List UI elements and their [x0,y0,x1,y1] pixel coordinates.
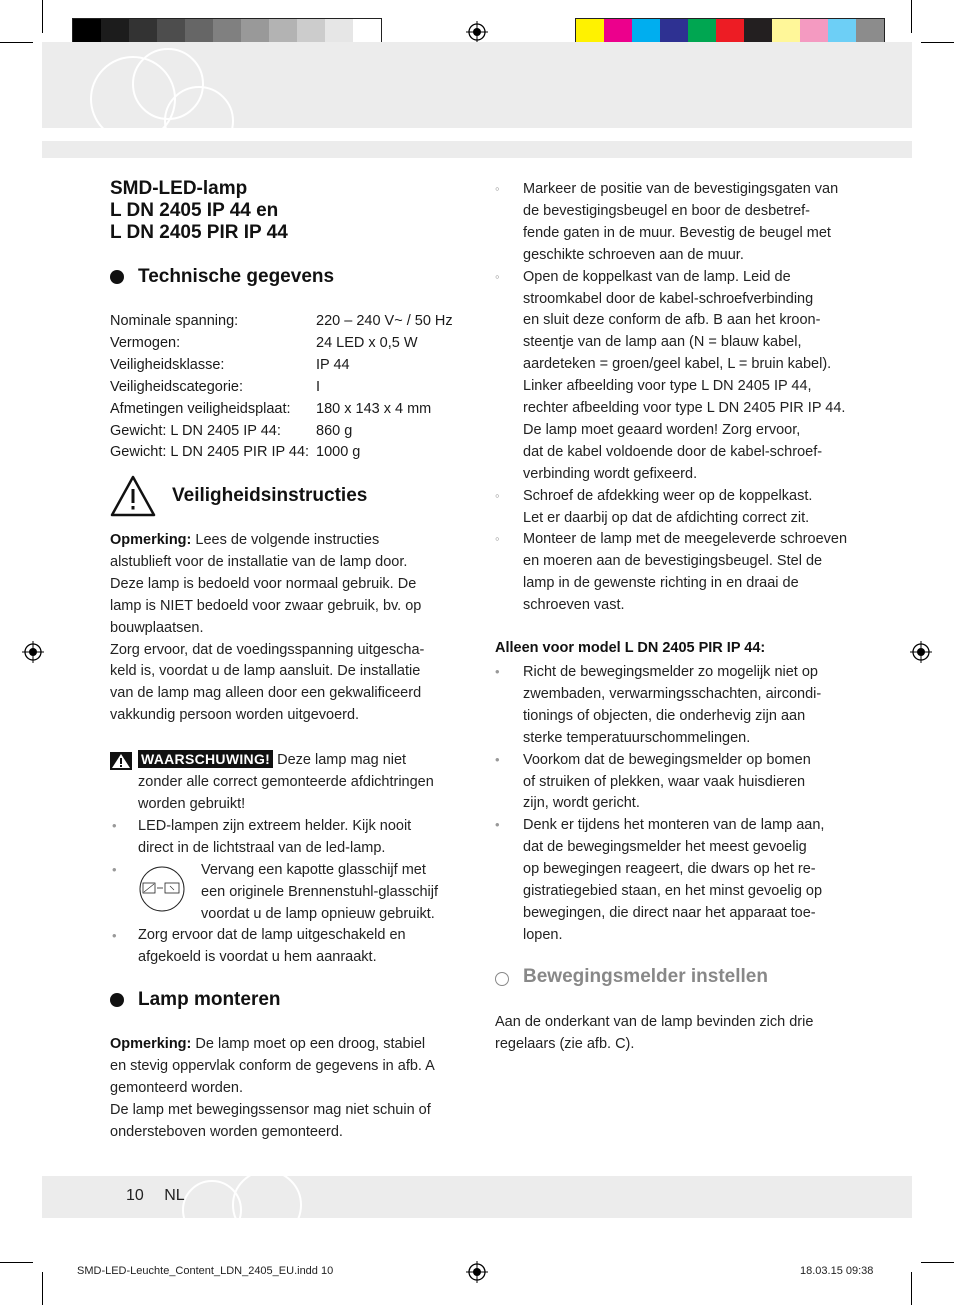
crop-mark [42,0,43,33]
footer-filename: SMD-LED-Leuchte_Content_LDN_2405_EU.indd 10 [77,1265,334,1277]
text-line: geschikte schroeven aan de muur. [523,246,744,263]
bullet-icon: • [495,751,500,767]
text-line: vakkundig persoon worden uitgevoerd. [110,707,360,724]
list-item [138,925,406,969]
text-line: Lees de volgende instructies [191,532,380,548]
text-line: Denk er tijdens het monteren van de lamp aan, [523,817,825,834]
note-label: Opmerking: [110,1036,192,1052]
mount-heading: Lamp monteren [138,989,281,1010]
header-band [42,42,912,128]
list-item [523,750,853,816]
text-line: De lamp moet op een droog, stabiel [191,1036,426,1052]
text-line: fende gaten in de muur. Bevestig de beugel met [523,224,831,241]
crop-mark [42,1272,43,1305]
crop-mark [921,1262,954,1263]
bullet-icon: • [495,817,500,833]
text-line: Aan de onderkant van de lamp bevinden zich drie [495,1014,814,1030]
spec-value: 180 x 143 x 4 mm [316,400,432,417]
list-item [523,486,853,530]
list-item [523,815,853,946]
text-line: voordat u de lamp opnieuw gebruikt. [201,905,435,922]
spec-label: Afmetingen veiligheidsplaat: [110,400,291,417]
text-line: of struiken of plekken, waar vaak huisdieren [523,773,806,790]
text-line: zwembaden, verwarmingsschachten, aircondi- [523,685,822,702]
crop-mark [921,42,954,43]
text-line: dat de bewegingsmelder het meest gevoelig [523,839,807,856]
text-line: de bevestigingsbeugel en boor de desbetref- [523,202,810,219]
header-strip [42,141,912,158]
text-line: De lamp met bewegingssensor mag niet schuin of [110,1101,431,1118]
page-number [126,1187,185,1205]
warning-badge: WAARSCHUWING! [138,750,273,768]
title-line: SMD-LED-lamp [110,178,248,199]
text-line: Monteer de lamp met de meegeleverde schroeven [523,531,848,548]
registration-mark-icon [466,21,488,43]
text-line: Markeer de positie van de bevestigingsgaten van [523,181,839,197]
text-line: zijn, wordt gericht. [523,795,640,812]
text-line: verbinding wordt gefixeerd. [523,465,698,482]
spec-value: I [316,378,321,395]
bullet-icon: ◦ [495,268,500,284]
text-line: Deze lamp is bedoeld voor normaal gebruik. De [110,575,417,592]
bullet-icon: • [112,818,117,833]
text-line: zonder alle correct gemonteerde afdichtringen [138,773,434,790]
text-line: LED-lampen zijn extreem helder. Kijk nooit [138,818,412,834]
spec-row [110,355,350,377]
section-ring-icon [495,972,509,986]
document-title [110,178,288,244]
spec-label: Gewicht: L DN 2405 IP 44: [110,422,281,439]
text-line: op bewegingen reageert, die dwars op het re- [523,861,816,878]
spec-row [110,421,352,443]
text-line: steentje van de lamp aan (N = blauw kabel, [523,334,802,351]
spec-value: 1000 g [316,444,361,461]
list-item [201,860,438,926]
title-line: L DN 2405 PIR IP 44 [110,222,288,243]
text-line: keld is, voordat u de lamp aansluit. De installatie [110,663,421,680]
text-line: Let er daarbij op dat de afdichting correct zit. [523,509,810,526]
glass-replacement-icon [137,866,187,912]
spec-row [110,311,453,333]
text-line: rechter afbeelding voor type L DN 2405 PIR IP 44. [523,400,846,417]
section-bullet-icon [110,270,124,284]
spec-value: IP 44 [316,356,350,373]
text-line: stroomkabel door de kabel-schroefverbinding [523,290,814,307]
safety-heading: Veiligheidsinstructies [172,485,368,506]
spec-label: Veiligheidscategorie: [110,378,244,395]
text-line: Voorkom dat de bewegingsmelder op bomen [523,751,811,768]
pir-heading [495,638,765,660]
list-item [523,179,853,267]
text-line: afgekoeld is voordat u hem aanraakt. [138,948,377,965]
list-item [523,529,853,617]
bullet-icon: ◦ [495,181,500,196]
motion-heading: Bewegingsmelder instellen [523,966,768,987]
footer-timestamp: 18.03.15 09:38 [800,1265,874,1277]
list-item [523,662,853,750]
text-line: en moeren aan de bevestigingsbeugel. Stel de [523,553,823,570]
text-line: De lamp moet geaard worden! Zorg ervoor, [523,421,801,438]
text-line: sterke temperatuurschommelingen. [523,729,751,746]
text-line: Schroef de afdekking weer op de koppelkast. [523,487,813,504]
spec-label: Nominale spanning: [110,313,239,329]
spec-row [110,442,360,464]
spec-value: 220 – 240 V~ / 50 Hz [316,313,453,329]
bullet-icon: ◦ [495,487,500,503]
registration-mark-icon [910,641,932,663]
crop-mark [911,1272,912,1305]
text-line: en sluit deze conform de afb. B aan het kroon- [523,312,821,329]
text-line: lamp in de gewenste richting in en draai de [523,575,799,592]
crop-mark [911,0,912,33]
text-line: aardeteken = groen/geel kabel, L = bruin kabel). [523,356,832,373]
list-item [138,816,411,860]
text-line: bouwplaatsen. [110,619,204,636]
text-line: gistratiegebied staan, en het minst gevoelig op [523,883,823,900]
safety-note [110,530,460,727]
text-line: worden gebruikt! [138,795,246,812]
crop-mark [0,1262,33,1263]
spec-row [110,377,320,399]
bullet-icon: • [495,664,500,679]
spec-value: 860 g [316,422,353,439]
text-line: alstublieft voor de installatie van de lamp door. [110,553,408,570]
spec-row [110,399,431,421]
tech-heading: Technische gegevens [138,266,335,287]
text-line: Richt de bewegingsmelder zo mogelijk niet op [523,664,818,680]
spec-label: Vermogen: [110,334,181,351]
note-label: Opmerking: [110,532,192,548]
text-line: van de lamp mag alleen door een gekwalificeerd [110,685,422,702]
text-line: ondersteboven worden gemonteerd. [110,1123,343,1140]
text-line: Linker afbeelding voor type L DN 2405 IP 44, [523,378,812,395]
warning-triangle-icon [110,474,156,518]
text-line: Deze lamp mag niet [273,752,407,768]
section-bullet-icon [110,993,124,1007]
list-item [523,267,853,486]
spec-label: Veiligheidsklasse: [110,356,225,373]
bullet-icon: ◦ [495,531,500,547]
title-line: L DN 2405 IP 44 en [110,200,279,221]
text-line: bewegingen, die direct naar het apparaat toe- [523,904,816,921]
text-line: lopen. [523,926,563,943]
bullet-icon: • [112,928,117,943]
decorative-circle [232,1170,302,1240]
mount-note [110,1034,470,1144]
text-line: Open de koppelkast van de lamp. Leid de [523,268,791,285]
text-line: lamp is NIET bedoeld voor zwaar gebruik, bv. op [110,597,422,614]
spec-row [110,333,418,355]
text-line: Zorg ervoor, dat de voedingsspanning uitgescha- [110,641,425,658]
registration-mark-icon [466,1261,488,1283]
text-line: regelaars (zie afb. C). [495,1035,635,1052]
text-line: en stevig oppervlak conform de gegevens in afb. A [110,1057,435,1074]
text-line: Vervang een kapotte glasschijf met [201,862,426,878]
small-warning-icon [110,752,132,770]
registration-mark-icon [22,641,44,663]
text-line: dat de kabel voldoende door de kabel-schroef- [523,443,823,460]
text-line: gemonteerd worden. [110,1079,243,1096]
text-line: direct in de lichtstraal van de led-lamp. [138,839,386,856]
text-line: schroeven vast. [523,597,625,614]
text-line: Zorg ervoor dat de lamp uitgeschakeld en [138,927,406,943]
language-code: NL [164,1187,185,1204]
text-line: tionings of objecten, die onderhevig zijn aan [523,707,806,724]
text-line: een originele Brennenstuhl-glasschijf [201,883,438,900]
spec-value: 24 LED x 0,5 W [316,334,418,351]
bullet-icon: • [112,862,117,877]
spec-label: Gewicht: L DN 2405 PIR IP 44: [110,444,310,461]
motion-text [495,1012,855,1056]
pir-heading-text: Alleen voor model L DN 2405 PIR IP 44: [495,640,766,656]
warning-block [110,750,470,816]
page-number-value: 10 [126,1187,144,1204]
crop-mark [0,42,33,43]
